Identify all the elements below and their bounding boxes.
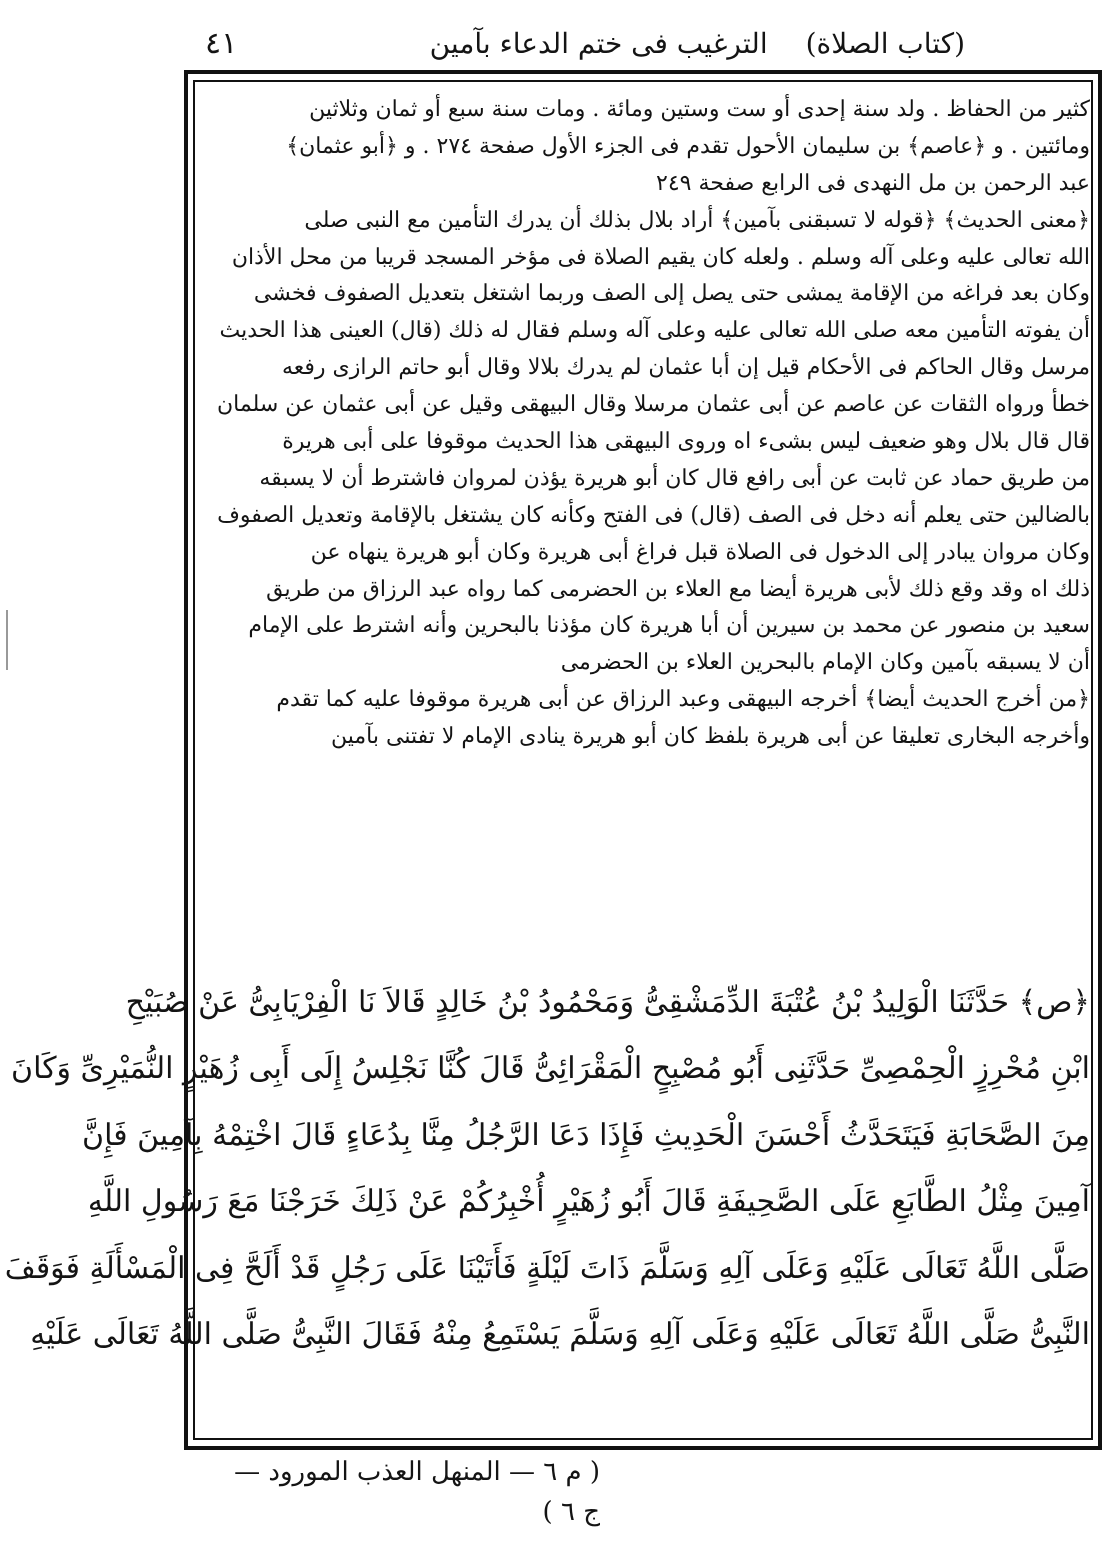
hadith-line: صَلَّى اللَّهُ تَعَالَى عَلَيْهِ وَعَلَى آلِهِ وَسَلَّمَ ذَاتَ لَيْلَةٍ فَأَتَيْنَا عَلَى رَجُلٍ قَدْ أَلَحَّ فِى الْمَسْأَلَةِ فَوَقَفَ: [4, 1250, 1090, 1286]
commentary-line: بالضالين حتى يعلم أنه دخل فى الصف (قال) فى الفتح وكأنه كان يشتغل بالإقامة وتعديل الصفوف: [217, 502, 1090, 528]
commentary-line: وأخرجه البخارى تعليقا عن أبى هريرة بلفظ كان أبو هريرة ينادى الإمام لا تفتنى بآمين: [331, 724, 1090, 750]
hadith-line: ﴿ص﴾ حَدَّثَنَا الْوَلِيدُ بْنُ عُتْبَةَ الدِّمَشْقِىُّ وَمَحْمُودُ بْنُ خَالِدٍ قَالاَ نَا الْفِرْيَابِىُّ عَنْ صُبَيْحِ: [125, 985, 1090, 1020]
commentary-line: سعيد بن منصور عن محمد بن سيرين أن أبا هريرة كان مؤذنا بالبحرين وأنه اشترط على الإمام: [248, 613, 1090, 639]
hadith-line: مِنَ الصَّحَابَةِ فَيَتَحَدَّثُ أَحْسَنَ الْحَدِيثِ فَإِذَا دَعَا الرَّجُلُ مِنَّا بِدُعَاءٍ قَالَ اخْتِمْهُ بِآمِينَ فَإِنَّ: [82, 1117, 1090, 1153]
commentary-line: من طريق حماد عن ثابت عن أبى رافع قال كان أبو هريرة يؤذن لمروان فاشترط أن لا يسبقه: [259, 465, 1090, 491]
header-titles: [430, 27, 965, 60]
hadith-line: ابْنِ مُحْرِزٍ الْحِمْصِىِّ حَدَّثَنِى أَبُو مُصْبِحٍ الْمَقْرَائِىُّ قَالَ كُنَّا نَجْلِسُ إِلَى أَبِى زُهَيْرٍ النُّمَيْرِىِّ وَكَانَ: [11, 1051, 1090, 1087]
scan-edge-mark: [6, 610, 8, 670]
commentary-line: ﴿معنى الحديث﴾ ﴿قوله لا تسبقنى بآمين﴾ أراد بلال بذلك أن يدرك التأمين مع النبى صلى: [304, 207, 1090, 233]
page-number: ٤١: [205, 25, 238, 61]
commentary-line: أن يفوته التأمين معه صلى الله تعالى عليه وعلى آله وسلم فقال له ذلك (قال) العينى هذا الحديث: [219, 318, 1090, 344]
commentary-block: [200, 92, 1090, 756]
commentary-line: الله تعالى عليه وعلى آله وسلم . ولعله كان يقيم الصلاة فى مؤخر المسجد قريبا من محل الأذان: [231, 244, 1090, 270]
commentary-line: وكان مروان يبادر إلى الدخول فى الصلاة قبل فراغ أبى هريرة وكان أبو هريرة ينهاه عن: [310, 539, 1090, 565]
commentary-line: كثير من الحفاظ . ولد سنة إحدى أو ست وستين ومائة . ومات سنة سبع أو ثمان وثلاثين: [309, 97, 1090, 122]
commentary-line: قال قال بلال وهو ضعيف ليس بشىء اه وروى البيهقى هذا الحديث موقوفا على أبى هريرة: [282, 429, 1090, 455]
commentary-line: مرسل وقال الحاكم فى الأحكام قيل إن أبا عثمان لم يدرك بلالا وقال أبو حاتم الرازى رفعه: [281, 355, 1090, 381]
commentary-line: عبد الرحمن بن مل النهدى فى الرابع صفحة ٢٤٩: [656, 170, 1090, 196]
chapter-title: الترغيب فى ختم الدعاء بآمين: [429, 26, 768, 60]
hadith-line: آمِينَ مِثْلُ الطَّابَعِ عَلَى الصَّحِيفَةِ قَالَ أَبُو زُهَيْرٍ أُخْبِرُكُمْ عَنْ ذَلِكَ خَرَجْنَا مَعَ رَسُولِ اللَّهِ: [87, 1184, 1090, 1220]
commentary-line: خطأ ورواه الثقات عن عاصم عن أبى عثمان مرسلا وقال البيهقى وقيل عن أبى عثمان عن سلمان: [217, 392, 1090, 418]
commentary-line: ومائتين . و ﴿عاصم﴾ بن سليمان الأحول تقدم فى الجزء الأول صفحة ٢٧٤ . و ﴿أبو عثمان﴾: [286, 133, 1090, 159]
commentary-line: أن لا يسبقه بآمين وكان الإمام بالبحرين العلاء بن الحضرمى: [560, 650, 1090, 676]
page-header: [205, 16, 965, 70]
hadith-text-block: [4, 970, 1090, 1368]
page-footer: ( م ٦ — المنهل العذب المورود — ج ٦ ): [234, 1457, 600, 1527]
commentary-line: ﴿من أخرج الحديث أيضا﴾ أخرجه البيهقى وعبد الرزاق عن أبى هريرة موقوفا عليه كما تقدم: [276, 687, 1090, 713]
commentary-line: ذلك اه وقد وقع ذلك لأبى هريرة أيضا مع العلاء بن الحضرمى كما رواه عبد الرزاق من طريق: [266, 576, 1090, 602]
hadith-line: النَّبِىُّ صَلَّى اللَّهُ تَعَالَى عَلَيْهِ وَعَلَى آلِهِ وَسَلَّمَ يَسْتَمِعُ مِنْهُ فَقَالَ النَّبِىُّ صَلَّى اللَّهُ تَعَالَى عَلَيْهِ: [30, 1316, 1090, 1352]
commentary-line: وكان بعد فراغه من الإقامة يمشى حتى يصل إلى الصف وربما اشتغل بتعديل الصفوف فخشى: [253, 281, 1090, 307]
book-section-title: (كتاب الصلاة): [805, 26, 965, 60]
